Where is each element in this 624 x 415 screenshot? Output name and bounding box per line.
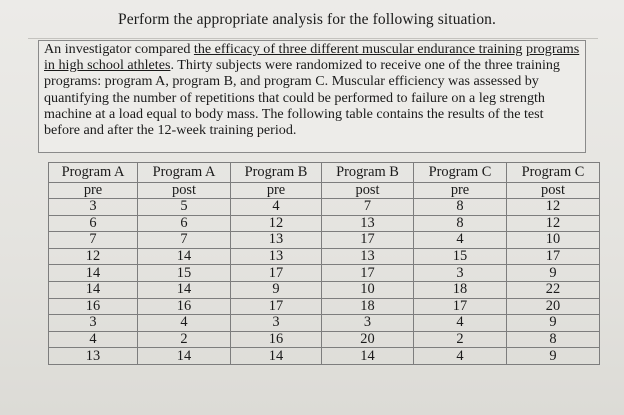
table-row [49,331,600,348]
table-cell: 8 [414,215,507,232]
instruction-heading: Perform the appropriate analysis for the following situation. [118,11,497,28]
table-cell: 13 [322,248,414,265]
table-cell: 12 [507,215,600,232]
table-row [49,232,600,249]
table-cell: 9 [231,281,322,298]
problem-box [38,40,586,153]
header-row [49,163,600,183]
table-cell: 4 [414,232,507,249]
table-cell: 7 [322,199,414,216]
column-subheader: pre [231,183,322,199]
table-cell: 18 [322,298,414,315]
table-cell: 8 [507,331,600,348]
table-cell: 13 [49,348,138,365]
table-cell: 6 [49,215,138,232]
table-cell: 16 [49,298,138,315]
subheader-row [49,183,600,199]
table-cell: 9 [507,348,600,365]
table-cell: 3 [414,265,507,282]
table-cell: 15 [138,265,231,282]
problem-underlined-1: the efficacy of three different muscular endurance training [193,41,523,57]
column-header: Program C [414,163,507,183]
table-row [49,215,600,232]
table-cell: 13 [231,248,322,265]
table-row [49,199,600,216]
problem-intro: An investigator compared [44,41,194,57]
column-subheader: post [138,183,231,199]
table-cell: 6 [138,215,231,232]
table-cell: 17 [507,248,600,265]
table-cell: 7 [138,232,231,249]
problem-underlined-2: programs in high school athletes [44,41,580,74]
table-cell: 3 [322,315,414,332]
column-header: Program C [507,163,600,183]
table-cell: 10 [322,281,414,298]
table-cell: 9 [507,265,600,282]
table-cell: 4 [231,199,322,216]
table-cell: 22 [507,281,600,298]
table-cell: 2 [414,331,507,348]
table-cell: 14 [138,281,231,298]
table-cell: 9 [507,315,600,332]
table-row [49,281,600,298]
table-cell: 14 [138,348,231,365]
table-row [49,248,600,265]
column-subheader: pre [49,183,138,199]
table-cell: 14 [49,281,138,298]
table-row [49,348,600,365]
table-cell: 17 [414,298,507,315]
table-cell: 7 [49,232,138,249]
table-cell: 12 [231,215,322,232]
data-table [48,162,600,365]
table-cell: 17 [322,232,414,249]
table-cell: 20 [507,298,600,315]
table-cell: 4 [414,348,507,365]
table-cell: 3 [231,315,322,332]
table-cell: 12 [507,199,600,216]
column-subheader: post [322,183,414,199]
table-row [49,315,600,332]
table-cell: 10 [507,232,600,249]
table-cell: 4 [49,331,138,348]
table-cell: 16 [138,298,231,315]
table-cell: 2 [138,331,231,348]
table-cell: 13 [322,215,414,232]
table-cell: 18 [414,281,507,298]
table-row [49,298,600,315]
table-cell: 14 [49,265,138,282]
table-cell: 14 [322,348,414,365]
table-cell: 5 [138,199,231,216]
table-cell: 15 [414,248,507,265]
table-cell: 20 [322,331,414,348]
column-header: Program B [322,163,414,183]
table-cell: 3 [49,315,138,332]
problem-continuation: . Thirty subjects were randomized to receive one of the [170,57,481,74]
table-cell: 17 [231,265,322,282]
table-cell: 4 [414,315,507,332]
table-cell: 17 [231,298,322,315]
table-cell: 17 [322,265,414,282]
problem-rest: three training programs: program A, program B, and program C. Muscular efficiency was assessed by quantifying the number of repetitions that could be performed to failure on a leg strength machine at a load equal to body mass. The following table contains the results of the test before and after the 12-week training period. [44,57,560,139]
table-cell: 16 [231,331,322,348]
table-cell: 3 [49,199,138,216]
divider [28,38,598,39]
table-body [49,199,600,365]
table-cell: 14 [138,248,231,265]
table-cell: 14 [231,348,322,365]
column-subheader: pre [414,183,507,199]
column-header: Program B [231,163,322,183]
table-row [49,265,600,282]
table-cell: 13 [231,232,322,249]
column-header: Program A [49,163,138,183]
column-header: Program A [138,163,231,183]
table-cell: 12 [49,248,138,265]
table-cell: 4 [138,315,231,332]
column-subheader: post [507,183,600,199]
table-cell: 8 [414,199,507,216]
problem-text [44,41,581,138]
